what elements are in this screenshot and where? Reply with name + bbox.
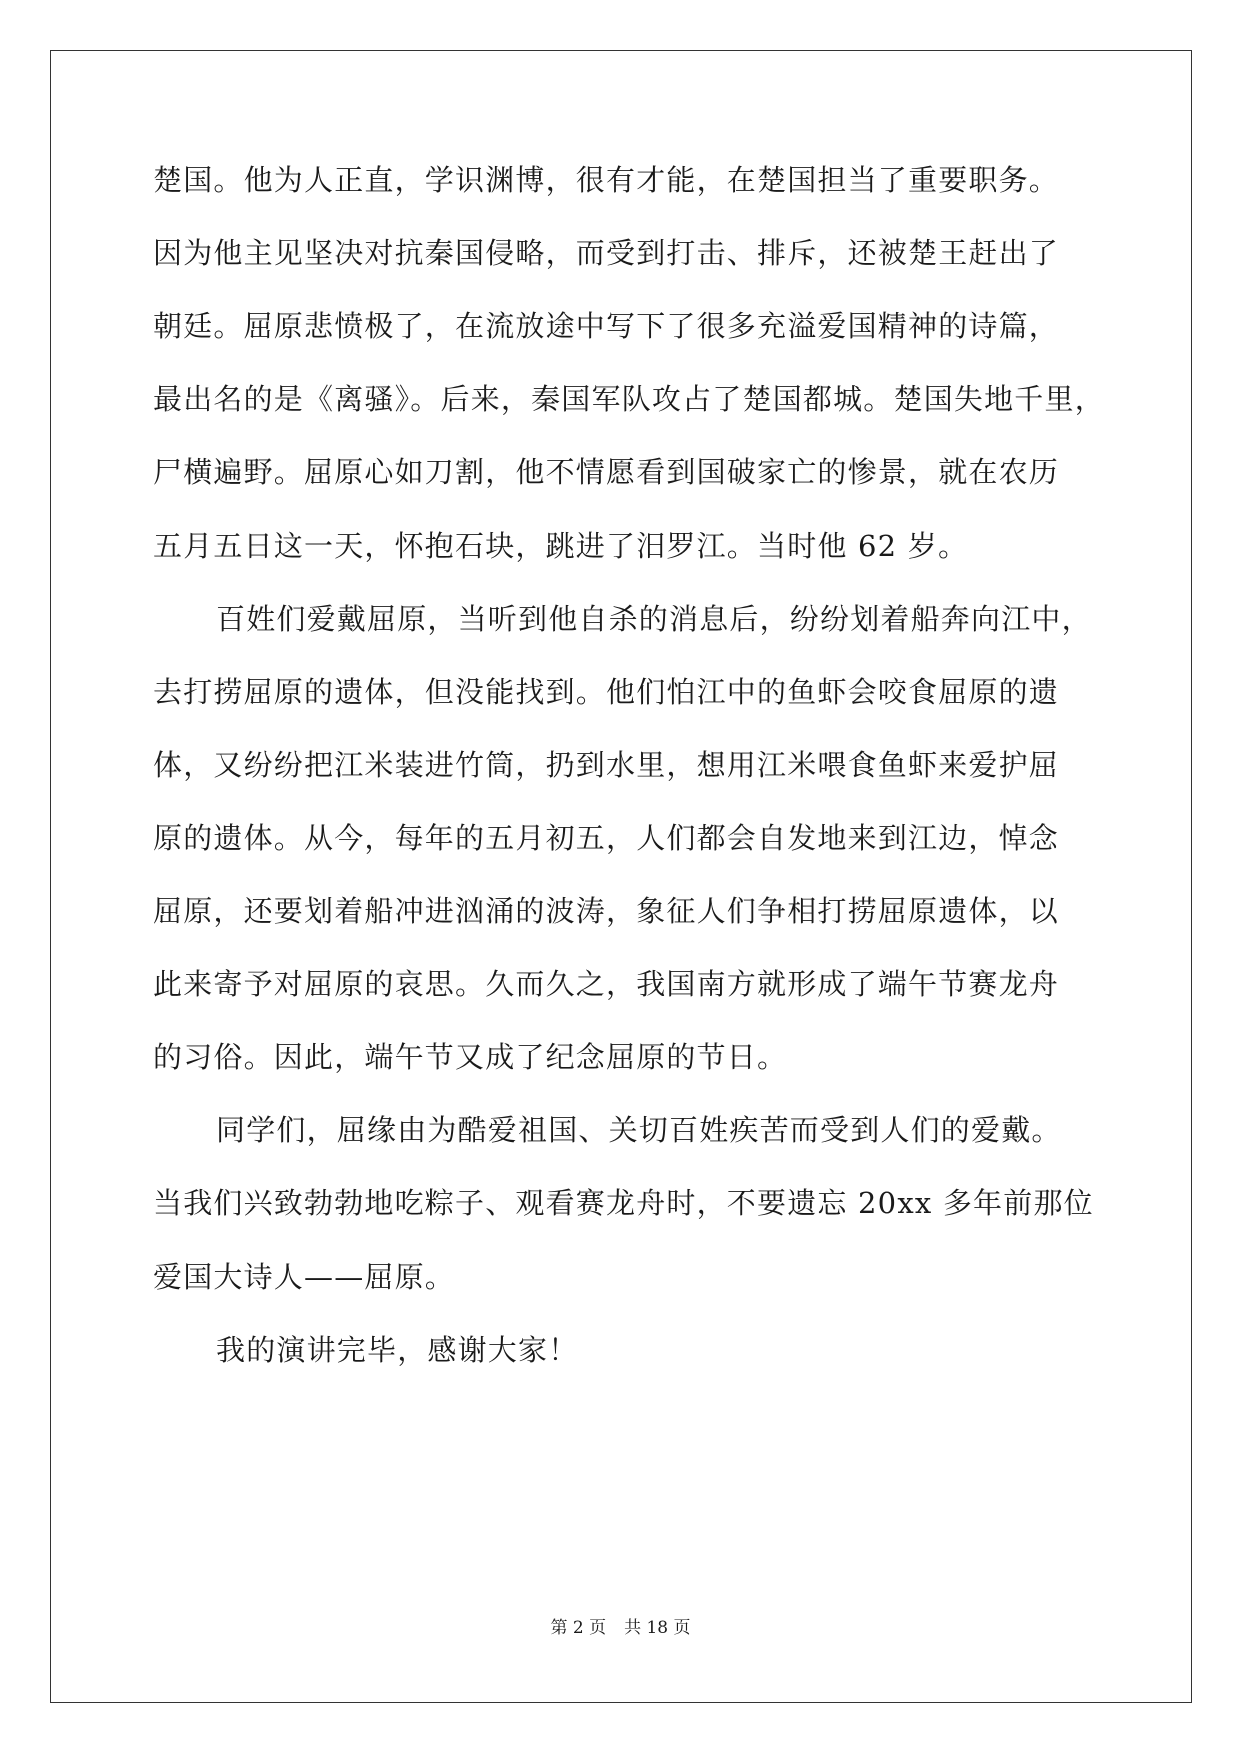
text-line: 五月五日这一天，怀抱石块，跳进了汨罗江。当时他 62 岁。 xyxy=(153,529,969,563)
text-line: 的习俗。因此，端午节又成了纪念屈原的节日。 xyxy=(153,1040,788,1074)
text-line: 当我们兴致勃勃地吃粽子、观看赛龙舟时，不要遗忘 20xx 多年前那位 xyxy=(153,1186,1094,1220)
page-total: 共 18 页 xyxy=(624,1618,691,1638)
page-footer xyxy=(0,1617,1241,1639)
text-line: 朝廷。屈原悲愤极了，在流放途中写下了很多充溢爱国精神的诗篇， xyxy=(153,309,1060,343)
paragraph-first-line: 同学们，屈缘由为酷爱祖国、关切百姓疾苦而受到人们的爱戴。 xyxy=(216,1113,1062,1147)
text-line: 最出名的是《离骚》。后来，秦国军队攻占了楚国都城。楚国失地千里， xyxy=(153,382,1105,416)
text-line: 尸横遍野。屈原心如刀割，他不情愿看到国破家亡的惨景，就在农历 xyxy=(153,455,1060,489)
text-line: 原的遗体。从今，每年的五月初五，人们都会自发地来到江边，悼念 xyxy=(153,821,1060,855)
paragraph-first-line: 我的演讲完毕，感谢大家！ xyxy=(216,1333,579,1367)
text-line: 体，又纷纷把江米装进竹筒，扔到水里，想用江米喂食鱼虾来爱护屈 xyxy=(153,748,1060,782)
text-line: 屈原，还要划着船冲进汹涌的波涛，象征人们争相打捞屈原遗体，以 xyxy=(153,894,1060,928)
page-number: 第 2 页 xyxy=(550,1618,607,1638)
text-line: 爱国大诗人——屈原。 xyxy=(153,1260,456,1294)
text-line: 此来寄予对屈原的哀思。久而久之，我国南方就形成了端午节赛龙舟 xyxy=(153,967,1060,1001)
text-line: 楚国。他为人正直，学识渊博，很有才能，在楚国担当了重要职务。 xyxy=(153,163,1060,197)
text-line: 去打捞屈原的遗体，但没能找到。他们怕江中的鱼虾会咬食屈原的遗 xyxy=(153,675,1060,709)
text-line: 因为他主见坚决对抗秦国侵略，而受到打击、排斥，还被楚王赶出了 xyxy=(153,236,1060,270)
paragraph-first-line: 百姓们爱戴屈原，当听到他自杀的消息后，纷纷划着船奔向江中， xyxy=(216,602,1092,636)
